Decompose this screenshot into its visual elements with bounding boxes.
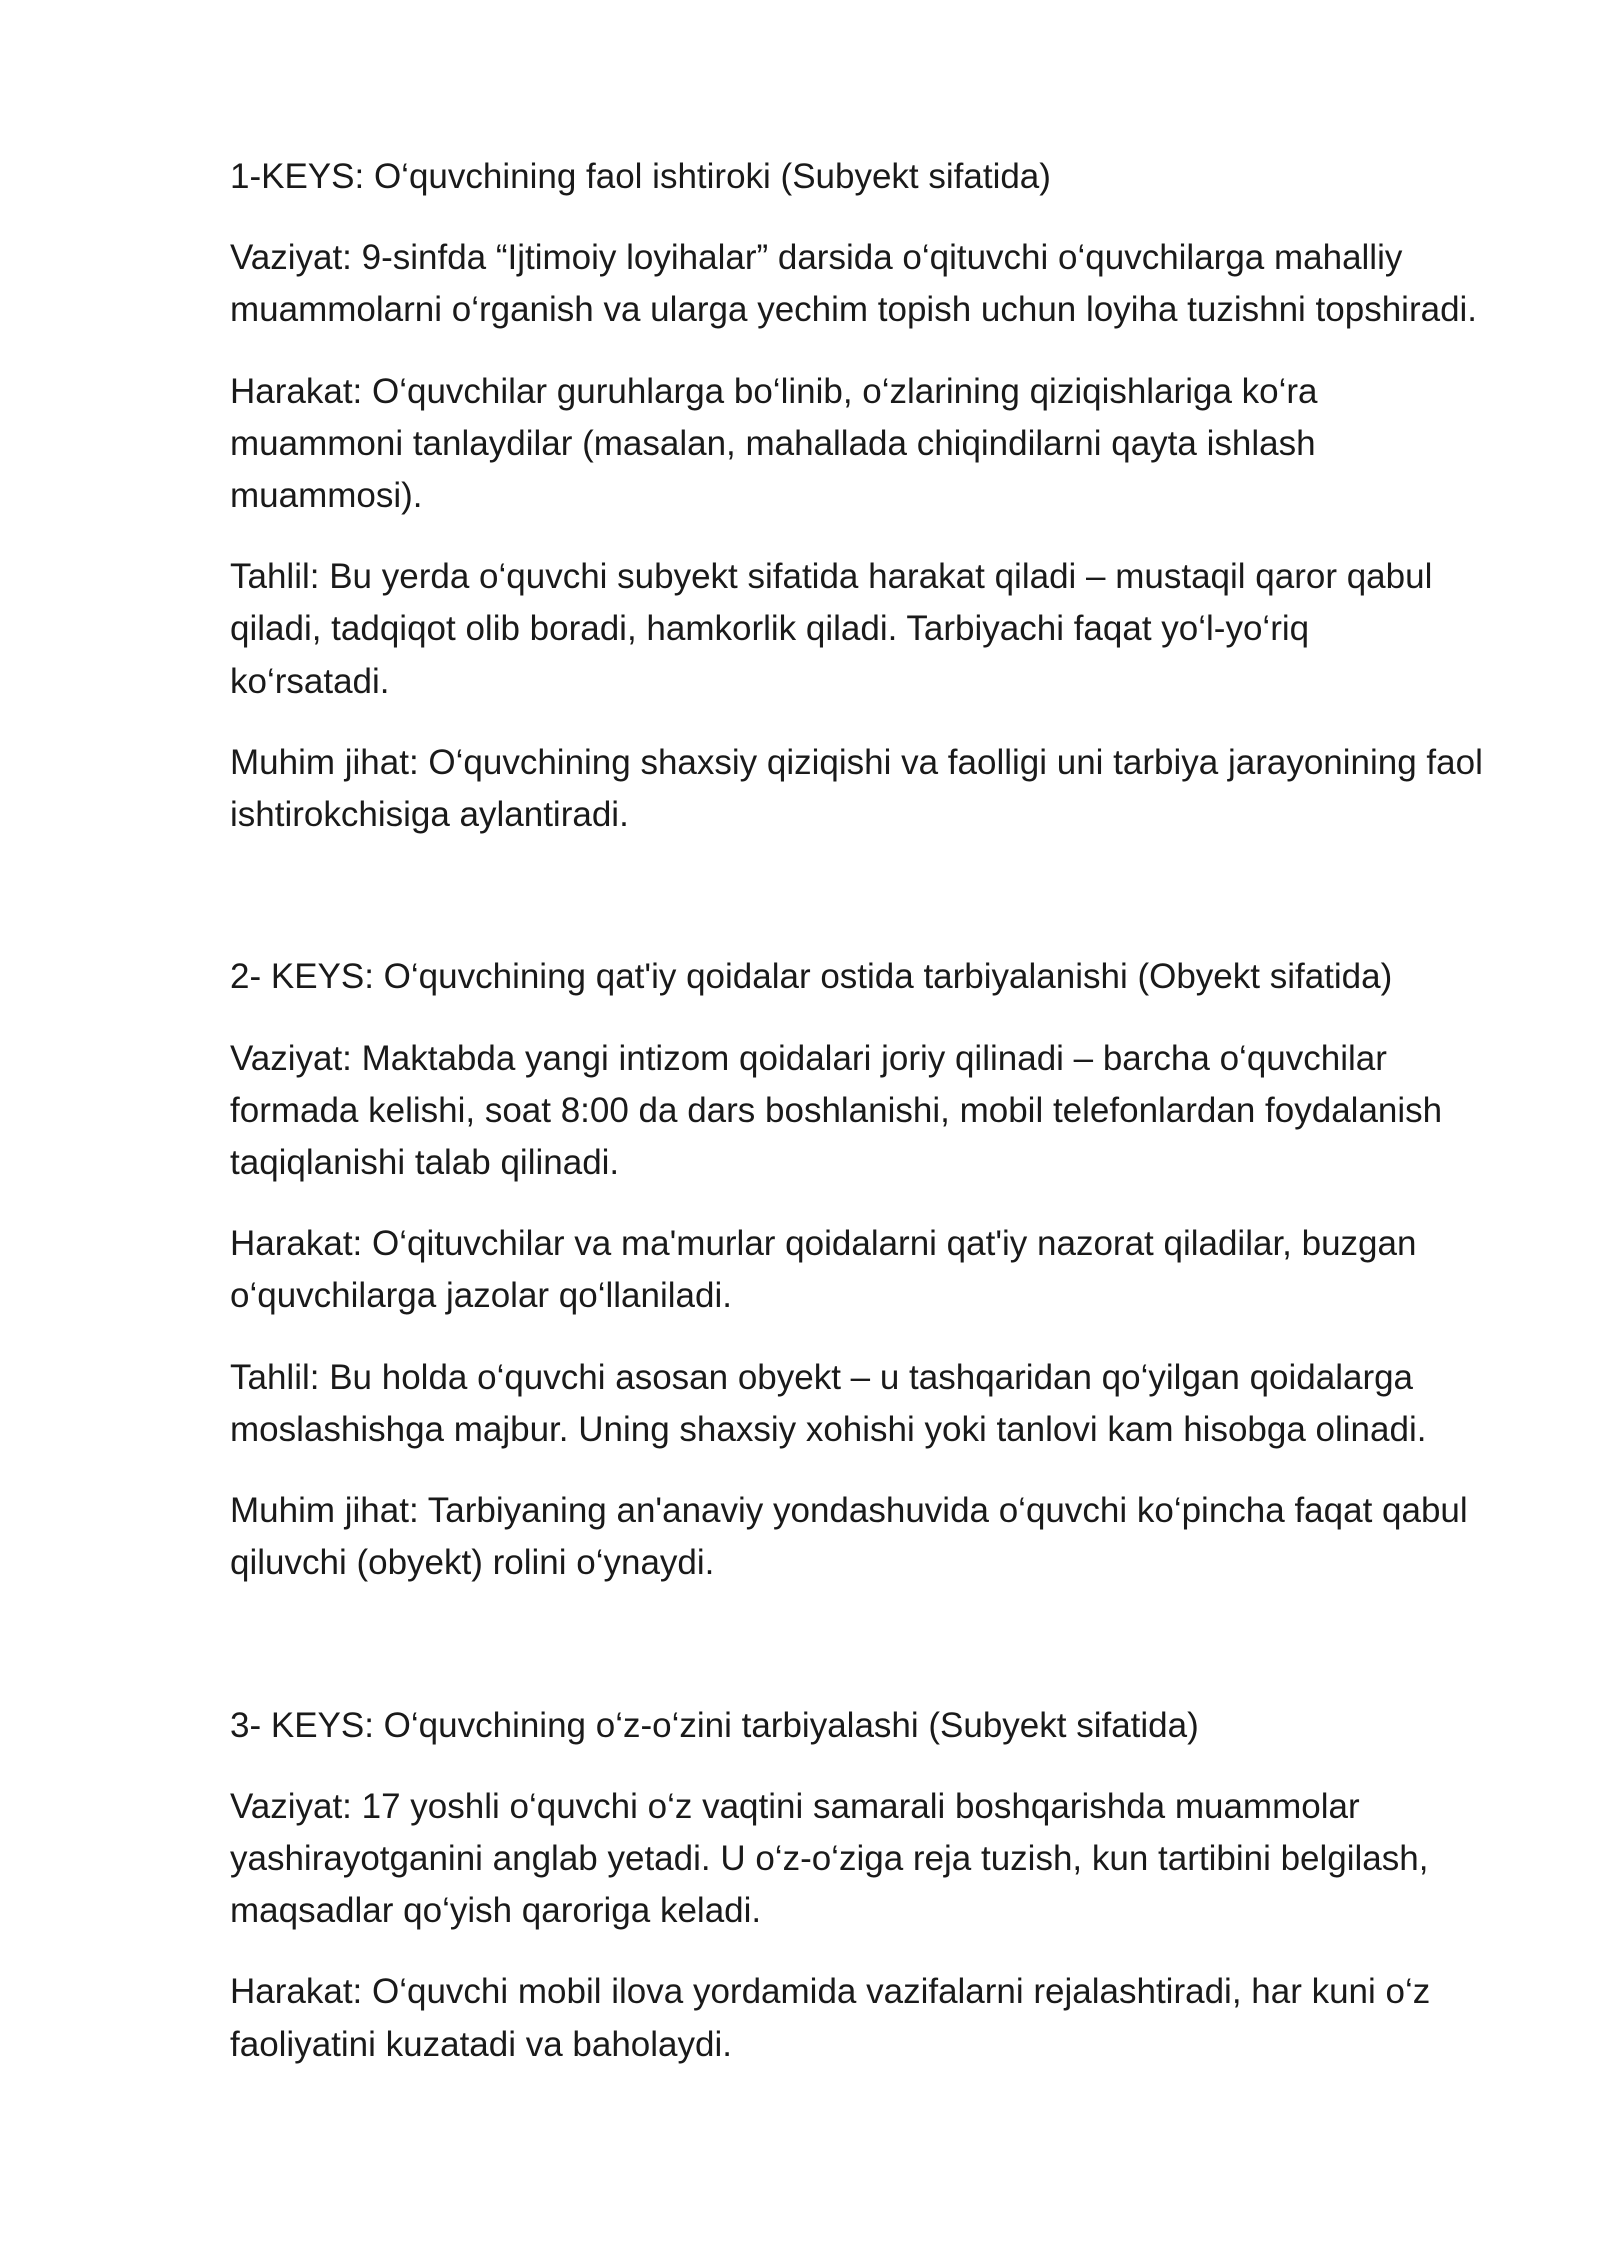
text-line: faoliyatini kuzatadi va baholaydi. — [230, 2024, 732, 2064]
case-section-3 — [230, 1700, 1600, 2071]
action-paragraph — [230, 1218, 1600, 1322]
case-heading: 1-KEYS: O‘quvchining faol ishtiroki (Subyekt sifatida) — [230, 157, 1051, 196]
text-line: moslashishga majbur. Uning shaxsiy xohishi yoki tanlovi kam hisobga olinadi. — [230, 1409, 1427, 1449]
text-line: ishtirokchisiga aylantiradi. — [230, 795, 629, 835]
text-line: muammosi). — [230, 476, 423, 516]
situation-paragraph — [230, 1781, 1600, 1938]
case-section-2 — [230, 951, 1600, 1589]
text-line: Tahlil: Bu holda o‘quvchi asosan obyekt – u tashqaridan qo‘yilgan qoidalarga — [230, 1357, 1414, 1397]
text-line: yashirayotganini anglab yetadi. U o‘z-o‘ziga reja tuzish, kun tartibini belgilash, — [230, 1839, 1429, 1879]
text-line: taqiqlanishi talab qilinadi. — [230, 1143, 620, 1183]
text-line: qiluvchi (obyekt) rolini o‘ynaydi. — [230, 1543, 715, 1583]
empty-paragraph — [230, 870, 1600, 922]
text-line: Tahlil: Bu yerda o‘quvchi subyekt sifatida harakat qiladi – mustaqil qaror qabul — [230, 557, 1433, 597]
text-line: Harakat: O‘quvchi mobil ilova yordamida vazifalarni rejalashtiradi, har kuni o‘z — [230, 1972, 1431, 2012]
text-line: Vaziyat: 17 yoshli o‘quvchi o‘z vaqtini samarali boshqarishda muammolar — [230, 1786, 1360, 1826]
text-line: formada kelishi, soat 8:00 da dars boshlanishi, mobil telefonlardan foydalanish — [230, 1090, 1443, 1130]
situation-paragraph — [230, 1033, 1600, 1190]
case-section-1 — [230, 151, 1600, 841]
text-line: Muhim jihat: Tarbiyaning an'anaviy yondashuvida o‘quvchi ko‘pincha faqat qabul — [230, 1491, 1468, 1531]
analysis-paragraph — [230, 1352, 1600, 1456]
action-paragraph — [230, 1966, 1600, 2070]
key-point-paragraph — [230, 1485, 1600, 1589]
analysis-paragraph — [230, 551, 1600, 708]
text-line: Vaziyat: Maktabda yangi intizom qoidalari joriy qilinadi – barcha o‘quvchilar — [230, 1038, 1387, 1078]
text-line: o‘quvchilarga jazolar qo‘llaniladi. — [230, 1276, 732, 1316]
empty-paragraph — [230, 1618, 1600, 1670]
text-line: maqsadlar qo‘yish qaroriga keladi. — [230, 1891, 762, 1931]
text-line: Harakat: O‘qituvchilar va ma'murlar qoidalarni qat'iy nazorat qiladilar, buzgan — [230, 1224, 1417, 1264]
key-point-paragraph — [230, 737, 1600, 841]
action-paragraph — [230, 366, 1600, 523]
situation-paragraph — [230, 232, 1600, 336]
text-line: qiladi, tadqiqot olib boradi, hamkorlik qiladi. Tarbiyachi faqat yo‘l-yo‘riq — [230, 609, 1310, 649]
text-line: ko‘rsatadi. — [230, 661, 390, 701]
case-heading: 2- KEYS: O‘quvchining qat'iy qoidalar ostida tarbiyalanishi (Obyekt sifatida) — [230, 957, 1393, 997]
text-line: muammolarni o‘rganish va ularga yechim topish uchun loyiha tuzishni topshiradi. — [230, 290, 1478, 330]
text-line: Harakat: O‘quvchilar guruhlarga bo‘linib, o‘zlarining qiziqishlariga ko‘ra — [230, 371, 1318, 411]
case-heading: 3- KEYS: O‘quvchining o‘z-o‘zini tarbiyalashi (Subyekt sifatida) — [230, 1705, 1199, 1745]
text-line: Vaziyat: 9-sinfda “Ijtimoiy loyihalar” darsida o‘qituvchi o‘quvchilarga mahalliy — [230, 238, 1403, 278]
text-line: muammoni tanlaydilar (masalan, mahallada chiqindilarni qayta ishlash — [230, 423, 1316, 463]
text-line: Muhim jihat: O‘quvchining shaxsiy qiziqishi va faolligi uni tarbiya jarayonining faol — [230, 742, 1483, 782]
